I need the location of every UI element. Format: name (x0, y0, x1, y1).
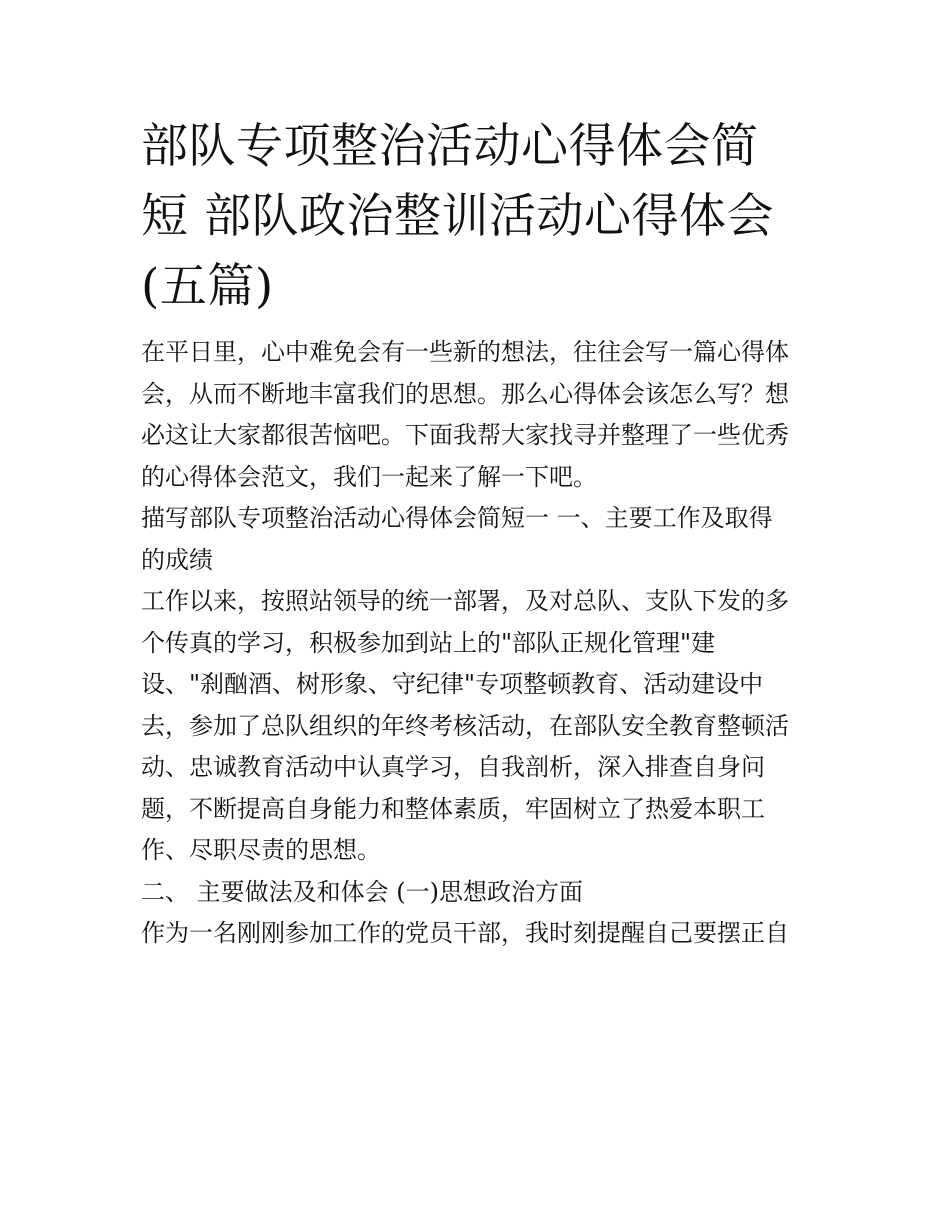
intro-line: 在平日里，心中难免会有一些新的想法，往往会写一篇心得体 (141, 338, 789, 366)
body-line: 题，不断提高自身能力和整体素质，牢固树立了热爱本职工 (141, 794, 765, 823)
title-line-2: 短 部队政治整训活动心得体会 (141, 189, 774, 244)
body-paragraph-2 (141, 913, 813, 955)
body-line: 个传真的学习，积极参加到站上的"部队正规化管理"建 (141, 628, 716, 657)
section-heading-2 (141, 872, 813, 914)
body-line: 设、"刹酗酒、树形象、守纪律"专项整顿教育、活动建设中 (141, 670, 764, 698)
body-line: 工作以来，按照站领导的统一部署，及对总队、支队下发的多 (141, 587, 789, 615)
intro-line: 必这让大家都很苦恼吧。下面我帮大家找寻并整理了一些优秀 (141, 421, 789, 449)
section-heading-line: 描写部队专项整治活动心得体会简短一 一、主要工作及取得 (141, 504, 773, 532)
body-paragraph-1 (141, 581, 813, 872)
intro-paragraph (141, 332, 813, 498)
intro-line: 会，从而不断地丰富我们的思想。那么心得体会该怎么写？想 (141, 379, 789, 408)
intro-line: 的心得体会范文，我们一起来了解一下吧。 (141, 462, 597, 491)
title-line-1: 部队专项整治活动心得体会简 (141, 119, 759, 174)
section-heading-1 (141, 498, 813, 581)
body-line: 作、尽职尽责的思想。 (141, 836, 381, 864)
section-heading-line: 二、 主要做法及和体会 (一)思想政治方面 (141, 877, 583, 906)
title-line-3: (五篇) (141, 259, 274, 314)
body-line: 动、忠诚教育活动中认真学习，自我剖析，深入排查自身问 (141, 753, 765, 781)
body-line: 去，参加了总队组织的年终考核活动，在部队安全教育整顿活 (141, 711, 789, 740)
body-line: 作为一名刚刚参加工作的党员干部，我时刻提醒自己要摆正自 (141, 919, 789, 947)
section-heading-line: 的成绩 (141, 545, 213, 574)
document-page (141, 112, 813, 955)
document-title (141, 112, 813, 322)
